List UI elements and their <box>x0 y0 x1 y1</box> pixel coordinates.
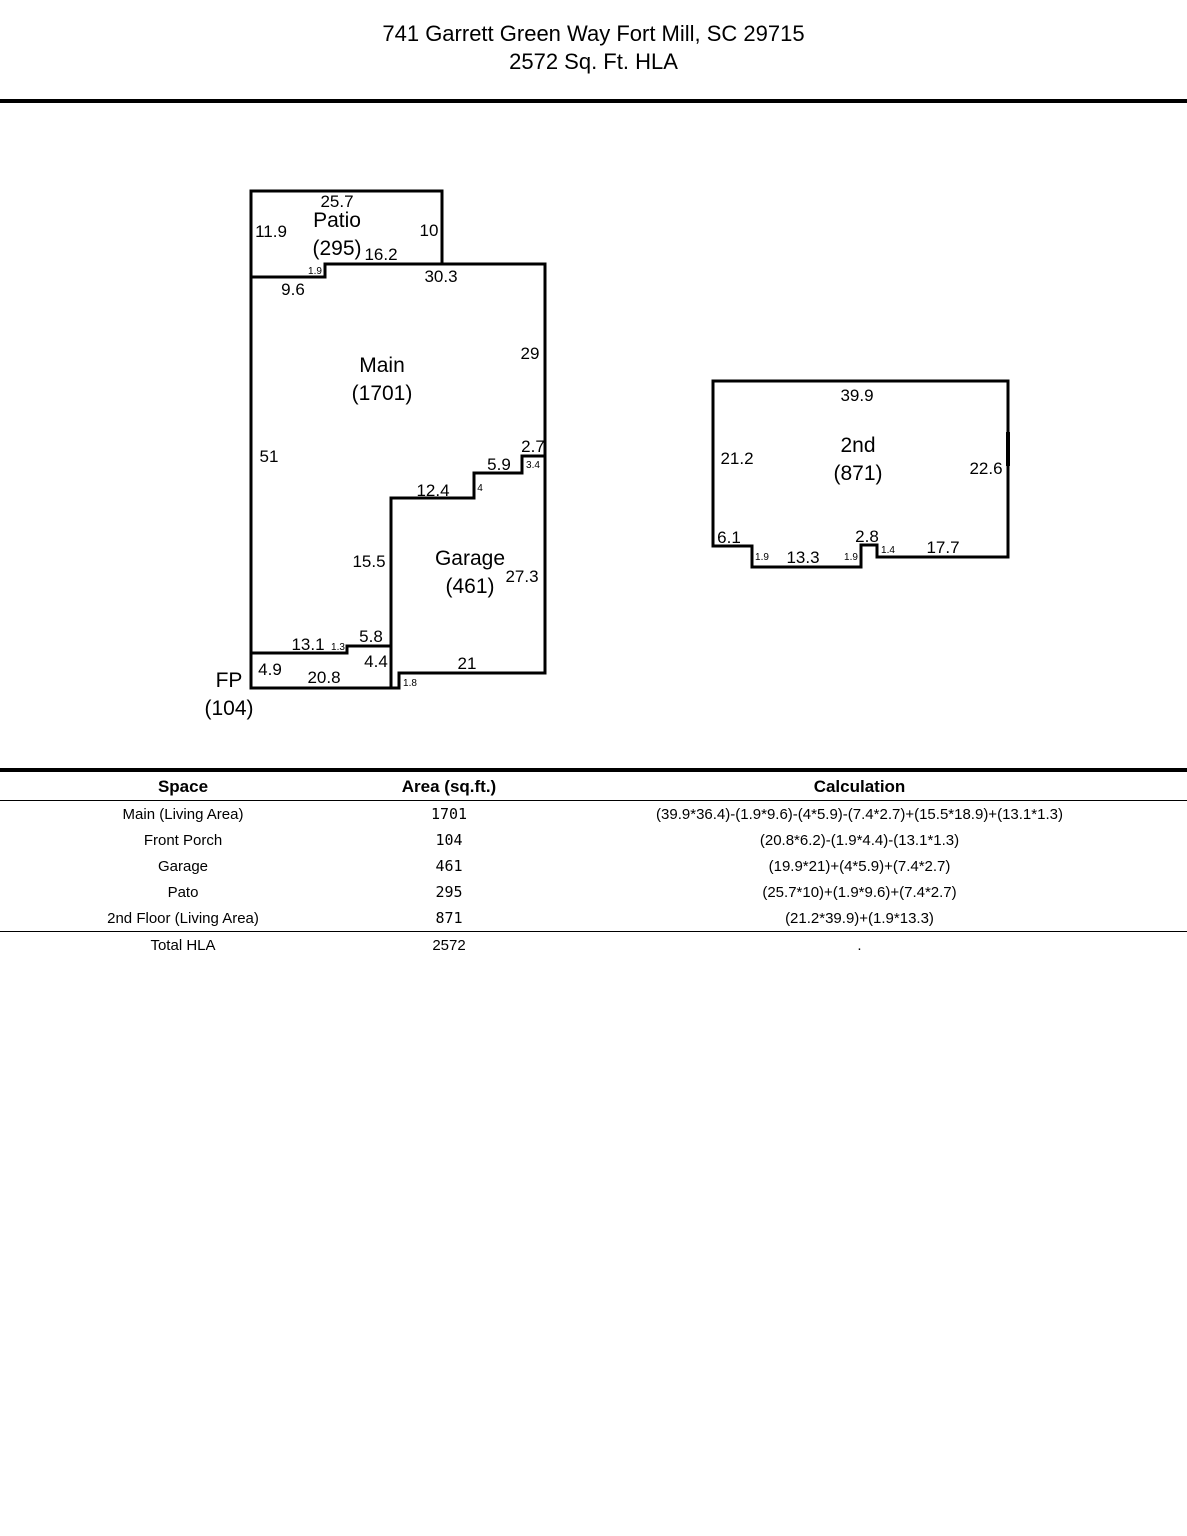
cell-calculation: (20.8*6.2)-(1.9*4.4)-(13.1*1.3) <box>759 831 960 849</box>
main-name: Main <box>359 354 405 377</box>
dim-label: 21.2 <box>720 449 754 468</box>
dim-label: 51 <box>259 447 279 466</box>
patio-area: (295) <box>312 237 362 260</box>
table-row <box>0 879 1187 905</box>
dim-label: 13.3 <box>786 548 820 567</box>
dim-label: 13.1 <box>291 635 325 654</box>
cell-space: Pato <box>167 883 199 901</box>
dim-label: 27.3 <box>505 567 539 586</box>
property-address: 741 Garrett Green Way Fort Mill, SC 29715 <box>382 21 805 46</box>
cell-calculation: (39.9*36.4)-(1.9*9.6)-(4*5.9)-(7.4*2.7)+(15.5*18.9)+(13.1*1.3) <box>656 805 1063 823</box>
cell-space: Front Porch <box>143 831 223 849</box>
cell-calculation: (19.9*21)+(4*5.9)+(7.4*2.7) <box>768 857 951 875</box>
table-row <box>0 827 1187 853</box>
dim-label: 39.9 <box>840 386 874 405</box>
total-calculation: . <box>857 936 862 954</box>
table-row <box>0 853 1187 879</box>
table-total-row <box>0 932 1187 959</box>
main-area: (1701) <box>351 382 413 405</box>
cell-area: 1701 <box>430 805 468 823</box>
total-label: Total HLA <box>150 936 216 954</box>
cell-calculation: (25.7*10)+(1.9*9.6)+(7.4*2.7) <box>762 883 957 901</box>
dim-label-small: 1.8 <box>403 678 417 689</box>
dim-label-small: 3.4 <box>526 460 540 471</box>
dim-label: 11.9 <box>255 222 287 241</box>
table-top-rule <box>0 768 1187 772</box>
dim-label-small: 1.9 <box>308 266 322 277</box>
dim-label: 29 <box>520 344 540 363</box>
dim-label: 5.9 <box>487 455 511 474</box>
dim-label: 4.9 <box>258 660 282 679</box>
dim-label-small: 1.3 <box>331 642 345 653</box>
dim-label: 5.8 <box>359 627 383 646</box>
cell-space: Garage <box>157 857 209 875</box>
dim-label-small: 1.9 <box>844 552 858 563</box>
dim-label: 22.6 <box>969 459 1003 478</box>
total-area: 2572 <box>432 936 466 954</box>
cell-area: 461 <box>435 857 463 875</box>
table-header-row <box>0 774 1187 801</box>
dim-label: 25.7 <box>320 192 354 211</box>
dim-label: 30.3 <box>424 267 458 286</box>
table-row <box>0 801 1187 828</box>
dim-label-small: 1.9 <box>755 552 769 563</box>
dim-label-small: 1.4 <box>881 545 895 556</box>
fp-area: (104) <box>204 697 254 720</box>
garage-area: (461) <box>445 575 495 598</box>
garage-name: Garage <box>434 547 506 570</box>
second-name: 2nd <box>840 434 876 457</box>
table-row <box>0 905 1187 932</box>
area-table <box>0 774 1187 958</box>
cell-area: 104 <box>435 831 463 849</box>
dim-label: 2.7 <box>521 437 545 456</box>
dim-label: 20.8 <box>307 668 341 687</box>
dim-label: 15.5 <box>352 552 386 571</box>
cell-area: 295 <box>435 883 463 901</box>
cell-calculation: (21.2*39.9)+(1.9*13.3) <box>532 905 1187 932</box>
col-header-calculation: Calculation <box>532 774 1187 801</box>
dim-label: 12.4 <box>416 481 450 500</box>
cell-space: 2nd Floor (Living Area) <box>0 905 366 932</box>
dim-label: 9.6 <box>281 280 305 299</box>
second-area: (871) <box>833 462 883 485</box>
col-header-area: Area (sq.ft.) <box>366 774 532 801</box>
col-header-space: Space <box>0 774 366 801</box>
cell-area: 871 <box>366 905 532 932</box>
cell-space: Main (Living Area) <box>122 805 244 823</box>
patio-name: Patio <box>313 209 361 232</box>
dim-label: 16.2 <box>364 245 398 264</box>
hla-total: 2572 Sq. Ft. HLA <box>509 49 678 74</box>
dim-label: 4.4 <box>364 652 388 671</box>
fp-name: FP <box>215 669 243 692</box>
dim-label: 6.1 <box>717 528 741 547</box>
dim-label: 2.8 <box>855 527 879 546</box>
floor-plan <box>0 0 1187 760</box>
dim-label: 10 <box>419 221 439 240</box>
dim-label: 17.7 <box>926 538 960 557</box>
dim-label-small: 4 <box>477 483 483 494</box>
dim-label: 21 <box>457 654 477 673</box>
